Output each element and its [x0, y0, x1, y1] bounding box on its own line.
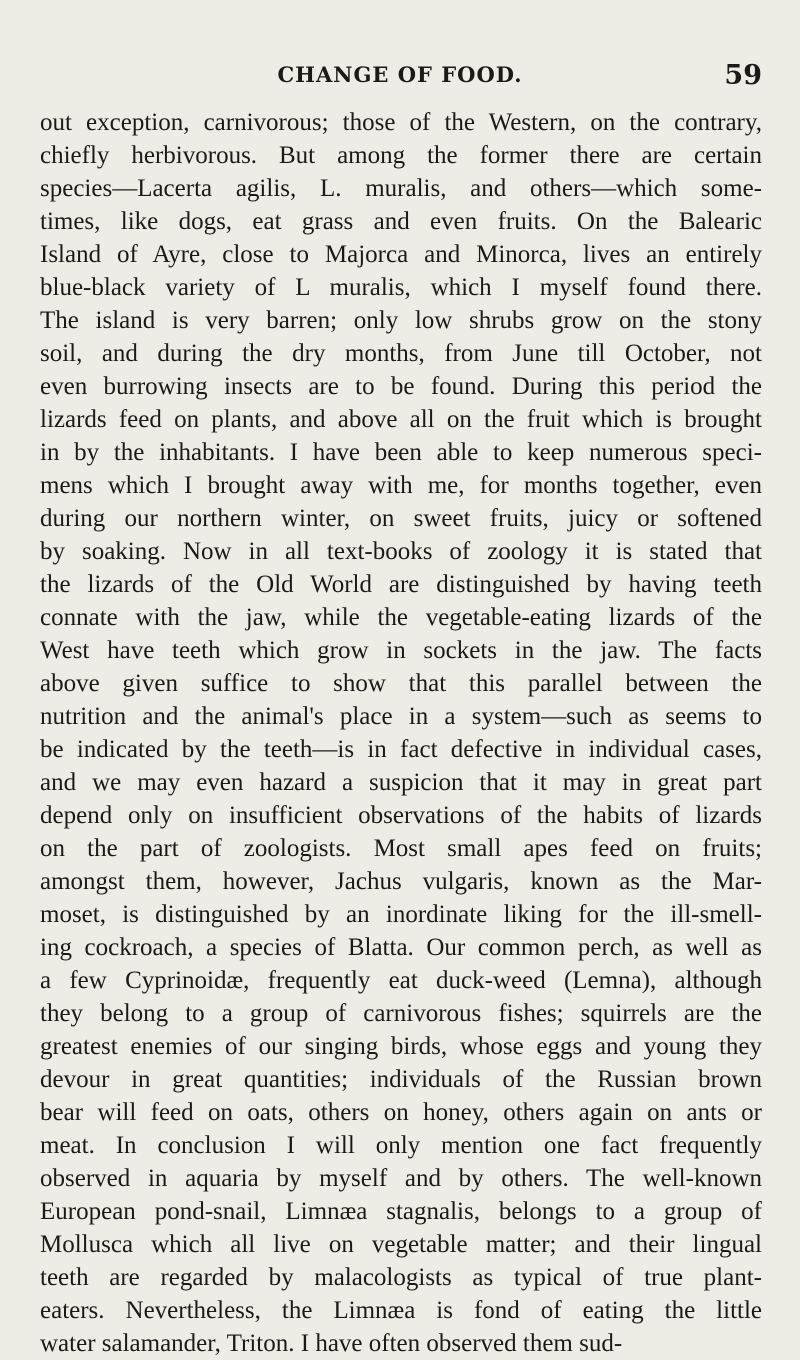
- text-line: they belong to a group of carnivorous fishes; squirrels are the: [40, 1000, 762, 1027]
- text-line: by soaking. Now in all text-books of zoology it is stated that: [40, 538, 762, 565]
- text-line: lizards feed on plants, and above all on the fruit which is brought: [40, 406, 762, 433]
- text-line: Mollusca which all live on vegetable matter; and their lingual: [40, 1231, 762, 1258]
- text-line: on the part of zoologists. Most small apes feed on fruits;: [40, 835, 762, 862]
- text-line: connate with the jaw, while the vegetable-eating lizards of the: [40, 604, 762, 631]
- text-line: teeth are regarded by malacologists as typical of true plant-: [40, 1264, 762, 1291]
- body-text: [40, 106, 762, 1360]
- text-line: greatest enemies of our singing birds, whose eggs and young they: [40, 1033, 762, 1060]
- text-line: during our northern winter, on sweet fruits, juicy or softened: [40, 505, 762, 532]
- text-line: even burrowing insects are to be found. During this period the: [40, 373, 762, 400]
- text-line: moset, is distinguished by an inordinate liking for the ill-smell-: [40, 901, 762, 928]
- text-line: depend only on insufficient observations of the habits of lizards: [40, 802, 762, 829]
- page-header: [0, 62, 800, 102]
- text-line: species—Lacerta agilis, L. muralis, and others—which some-: [40, 175, 762, 202]
- text-line: bear will feed on oats, others on honey, others again on ants or: [40, 1099, 762, 1126]
- text-line: European pond-snail, Limnæa stagnalis, belongs to a group of: [40, 1198, 762, 1225]
- page-number: 59: [724, 60, 762, 91]
- text-line: ing cockroach, a species of Blatta. Our common perch, as well as: [40, 934, 762, 961]
- text-line: Island of Ayre, close to Majorca and Minorca, lives an entirely: [40, 241, 762, 268]
- text-line: nutrition and the animal's place in a system—such as seems to: [40, 703, 762, 730]
- text-line: amongst them, however, Jachus vulgaris, known as the Mar-: [40, 868, 762, 895]
- text-line: West have teeth which grow in sockets in the jaw. The facts: [40, 637, 762, 664]
- text-line: above given suffice to show that this parallel between the: [40, 670, 762, 697]
- text-line: The island is very barren; only low shrubs grow on the stony: [40, 307, 762, 334]
- text-line: and we may even hazard a suspicion that it may in great part: [40, 769, 762, 796]
- text-line: blue-black variety of L muralis, which I myself found there.: [40, 274, 762, 301]
- text-line: water salamander, Triton. I have often observed them sud-: [40, 1330, 623, 1357]
- running-head: CHANGE OF FOOD.: [277, 62, 523, 87]
- text-line: meat. In conclusion I will only mention one fact frequently: [40, 1132, 762, 1159]
- text-line: be indicated by the teeth—is in fact defective in individual cases,: [40, 736, 762, 763]
- text-line: observed in aquaria by myself and by others. The well-known: [40, 1165, 762, 1192]
- text-line: a few Cyprinoidæ, frequently eat duck-weed (Lemna), although: [40, 967, 762, 994]
- text-line: in by the inhabitants. I have been able to keep numerous speci-: [40, 439, 762, 466]
- text-line: chiefly herbivorous. But among the former there are certain: [40, 142, 762, 169]
- text-line: soil, and during the dry months, from June till October, not: [40, 340, 762, 367]
- text-line: times, like dogs, eat grass and even fruits. On the Balearic: [40, 208, 762, 235]
- text-line: the lizards of the Old World are distinguished by having teeth: [40, 571, 762, 598]
- text-line: mens which I brought away with me, for months together, even: [40, 472, 762, 499]
- text-line: out exception, carnivorous; those of the Western, on the contrary,: [40, 109, 762, 136]
- text-line: devour in great quantities; individuals of the Russian brown: [40, 1066, 762, 1093]
- text-line: eaters. Nevertheless, the Limnæa is fond of eating the little: [40, 1297, 762, 1324]
